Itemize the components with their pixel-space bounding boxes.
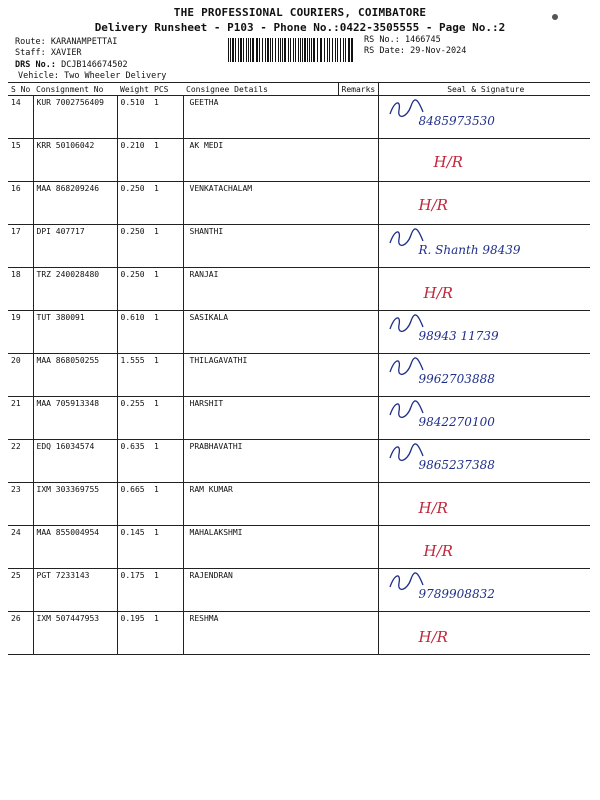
barcode-image (228, 38, 354, 62)
barcode-bar (232, 38, 234, 62)
row-consignee: AK MEDI (183, 139, 338, 182)
row-consignee: HARSHIT (183, 397, 338, 440)
row-remarks (338, 526, 378, 569)
barcode-bar (317, 38, 318, 62)
row-seal-signature (378, 483, 590, 526)
signature-scribble (387, 399, 427, 421)
row-consignment-no: IXM 303369755 (33, 483, 117, 526)
row-seal-signature (378, 354, 590, 397)
row-seal-signature (378, 397, 590, 440)
table-row (8, 225, 590, 268)
barcode-bar (343, 38, 344, 62)
row-consignment-no: IXM 507447953 (33, 612, 117, 655)
row-sno: 14 (8, 96, 33, 139)
row-consignee: RAM KUMAR (183, 483, 338, 526)
row-sno: 26 (8, 612, 33, 655)
row-sno: 17 (8, 225, 33, 268)
row-remarks (338, 397, 378, 440)
table-row (8, 182, 590, 225)
hr-mark: H/R (423, 542, 453, 560)
row-remarks (338, 225, 378, 268)
row-sno: 20 (8, 354, 33, 397)
rs-no-value: 1466745 (404, 35, 441, 45)
row-remarks (338, 268, 378, 311)
table-row (8, 612, 590, 655)
row-consignment-no: MAA 868050255 (33, 354, 117, 397)
table-row (8, 569, 590, 612)
row-seal-signature (378, 526, 590, 569)
vehicle-label: Vehicle: (18, 71, 59, 81)
table-row (8, 397, 590, 440)
row-consignee: PRABHAVATHI (183, 440, 338, 483)
row-remarks (338, 483, 378, 526)
barcode-bar (275, 38, 276, 62)
barcode-bar (246, 38, 247, 62)
row-consignee: MAHALAKSHMI (183, 526, 338, 569)
barcode-bar (300, 38, 301, 62)
barcode-bar (265, 38, 266, 62)
hr-mark: H/R (433, 153, 463, 171)
vehicle-line (18, 71, 166, 81)
barcode-bar (262, 38, 263, 62)
row-remarks (338, 311, 378, 354)
row-seal-signature (378, 612, 590, 655)
barcode-bar (230, 38, 231, 62)
row-pcs: 1 (151, 354, 183, 397)
barcode-bar (280, 38, 281, 62)
table-row (8, 440, 590, 483)
row-weight: 1.555 (117, 354, 151, 397)
row-seal-signature (378, 569, 590, 612)
barcode-bar (288, 38, 289, 62)
row-pcs: 1 (151, 268, 183, 311)
row-weight: 0.250 (117, 268, 151, 311)
barcode-bar (329, 38, 330, 62)
handwritten-phone: 9962703888 (418, 372, 495, 386)
barcode-bar (313, 38, 315, 62)
row-weight: 0.255 (117, 397, 151, 440)
barcode-bar (309, 38, 310, 62)
barcode-bar (348, 38, 350, 62)
signature-scribble (387, 571, 427, 593)
table-row (8, 96, 590, 139)
table-row (8, 268, 590, 311)
table-row (8, 354, 590, 397)
row-weight: 0.210 (117, 139, 151, 182)
row-weight: 0.175 (117, 569, 151, 612)
row-pcs: 1 (151, 96, 183, 139)
col-sno: S No (8, 83, 33, 96)
hr-mark: H/R (423, 284, 453, 302)
handwritten-phone: 9842270100 (418, 415, 495, 429)
barcode-bar (284, 38, 286, 62)
barcode-bar (340, 38, 341, 62)
signature-scribble (387, 98, 427, 120)
barcode-bar (293, 38, 294, 62)
col-seal-signature: Seal & Signature (378, 83, 590, 96)
col-consignment: Consignment No (33, 83, 117, 96)
row-consignee: SHANTHI (183, 225, 338, 268)
barcode-bar (324, 38, 325, 62)
row-weight: 0.665 (117, 483, 151, 526)
row-remarks (338, 569, 378, 612)
handwritten-phone: 8485973530 (418, 114, 495, 128)
barcode-bar (345, 38, 346, 62)
row-sno: 21 (8, 397, 33, 440)
handwritten-phone: 9865237388 (418, 458, 495, 472)
row-pcs: 1 (151, 311, 183, 354)
row-weight: 0.635 (117, 440, 151, 483)
barcode-bar (282, 38, 283, 62)
row-consignment-no: KUR 7002756409 (33, 96, 117, 139)
row-consignment-no: TRZ 240028480 (33, 268, 117, 311)
staff-value: XAVIER (50, 48, 82, 58)
row-consignee: RESHMA (183, 612, 338, 655)
row-pcs: 1 (151, 569, 183, 612)
barcode-bar (250, 38, 251, 62)
row-pcs: 1 (151, 526, 183, 569)
row-weight: 0.510 (117, 96, 151, 139)
runsheet-subtitle: Delivery Runsheet - P103 - Phone No.:0422-3505555 - Page No.:2 (94, 21, 506, 34)
row-sno: 22 (8, 440, 33, 483)
barcode-bar (235, 38, 236, 62)
staff-line (15, 48, 82, 58)
row-weight: 0.250 (117, 225, 151, 268)
rs-date-line (364, 46, 466, 56)
signature-scribble (387, 442, 427, 464)
barcode-bar (302, 38, 303, 62)
table-row (8, 483, 590, 526)
barcode-bar (335, 38, 336, 62)
staff-label: Staff: (15, 48, 46, 58)
table-header-row (8, 83, 590, 96)
row-seal-signature (378, 311, 590, 354)
row-consignment-no: DPI 407717 (33, 225, 117, 268)
barcode-bar (304, 38, 306, 62)
table-row (8, 311, 590, 354)
row-pcs: 1 (151, 612, 183, 655)
barcode-bar (267, 38, 269, 62)
row-sno: 25 (8, 569, 33, 612)
row-consignee: GEETHA (183, 96, 338, 139)
row-seal-signature (378, 182, 590, 225)
hr-mark: H/R (418, 499, 448, 517)
row-sno: 16 (8, 182, 33, 225)
rs-date-label: RS Date: (364, 46, 405, 56)
col-weight: Weight (117, 83, 151, 96)
row-remarks (338, 354, 378, 397)
row-consignee: RANJAI (183, 268, 338, 311)
barcode-bar (351, 38, 353, 62)
barcode-bar (320, 38, 322, 62)
col-pcs: PCS (151, 83, 183, 96)
barcode-bar (243, 38, 244, 62)
row-pcs: 1 (151, 397, 183, 440)
route-line (15, 37, 117, 47)
row-sno: 23 (8, 483, 33, 526)
row-sno: 24 (8, 526, 33, 569)
barcode-bar (307, 38, 308, 62)
col-remarks: Remarks (338, 83, 378, 96)
row-seal-signature (378, 139, 590, 182)
signature-scribble (387, 356, 427, 378)
barcode-bar (298, 38, 299, 62)
row-consignment-no: MAA 868209246 (33, 182, 117, 225)
barcode-bar (270, 38, 271, 62)
hr-mark: H/R (418, 628, 448, 646)
barcode-bar (337, 38, 338, 62)
drs-label: DRS No.: (15, 60, 56, 70)
barcode-bar (256, 38, 258, 62)
rs-no-line (364, 35, 441, 45)
runsheet-table (8, 82, 590, 655)
handwritten-phone: 98943 11739 (418, 329, 499, 343)
row-sno: 19 (8, 311, 33, 354)
route-label: Route: (15, 37, 46, 47)
row-remarks (338, 612, 378, 655)
row-consignee: SASIKALA (183, 311, 338, 354)
barcode-bar (259, 38, 260, 62)
row-consignment-no: TUT 380091 (33, 311, 117, 354)
row-pcs: 1 (151, 483, 183, 526)
row-consignee: THILAGAVATHI (183, 354, 338, 397)
barcode-bar (248, 38, 249, 62)
row-consignee: RAJENDRAN (183, 569, 338, 612)
col-consignee: Consignee Details (183, 83, 338, 96)
barcode-bar (332, 38, 333, 62)
row-remarks (338, 182, 378, 225)
table-row (8, 139, 590, 182)
route-value: KARANAMPETTAI (50, 37, 118, 47)
rs-no-label: RS No.: (364, 35, 400, 45)
drs-value: DCJB146674502 (61, 60, 128, 70)
row-consignment-no: EDQ 16034574 (33, 440, 117, 483)
barcode-bar (228, 38, 229, 62)
row-pcs: 1 (151, 225, 183, 268)
row-pcs: 1 (151, 182, 183, 225)
vehicle-value: Two Wheeler Delivery (64, 71, 167, 81)
drs-line (15, 60, 128, 70)
rs-date-value: 29-Nov-2024 (410, 46, 467, 56)
row-consignment-no: PGT 7233143 (33, 569, 117, 612)
row-sno: 15 (8, 139, 33, 182)
row-seal-signature (378, 225, 590, 268)
row-remarks (338, 139, 378, 182)
row-remarks (338, 96, 378, 139)
signature-scribble (387, 313, 427, 335)
barcode-bar (238, 38, 239, 62)
row-consignment-no: MAA 855004954 (33, 526, 117, 569)
row-consignment-no: MAA 705913348 (33, 397, 117, 440)
row-seal-signature (378, 96, 590, 139)
barcode-bar (240, 38, 242, 62)
row-remarks (338, 440, 378, 483)
row-seal-signature (378, 268, 590, 311)
row-pcs: 1 (151, 440, 183, 483)
row-sno: 18 (8, 268, 33, 311)
row-weight: 0.145 (117, 526, 151, 569)
company-title: THE PROFESSIONAL COURIERS, COIMBATORE (173, 6, 427, 19)
row-consignment-no: KRR 50106042 (33, 139, 117, 182)
row-consignee: VENKATACHALAM (183, 182, 338, 225)
barcode-bar (311, 38, 312, 62)
row-pcs: 1 (151, 139, 183, 182)
barcode-bar (272, 38, 273, 62)
handwritten-phone: 9789908832 (418, 587, 495, 601)
row-seal-signature (378, 440, 590, 483)
barcode-bar (295, 38, 296, 62)
row-weight: 0.610 (117, 311, 151, 354)
barcode-bar (252, 38, 254, 62)
signature-scribble (387, 227, 427, 249)
barcode-bar (327, 38, 328, 62)
row-weight: 0.250 (117, 182, 151, 225)
handwritten-phone: R. Shanth 98439 (418, 243, 521, 257)
table-row (8, 526, 590, 569)
row-weight: 0.195 (117, 612, 151, 655)
barcode-bar (290, 38, 291, 62)
barcode-bar (278, 38, 279, 62)
hr-mark: H/R (418, 196, 448, 214)
